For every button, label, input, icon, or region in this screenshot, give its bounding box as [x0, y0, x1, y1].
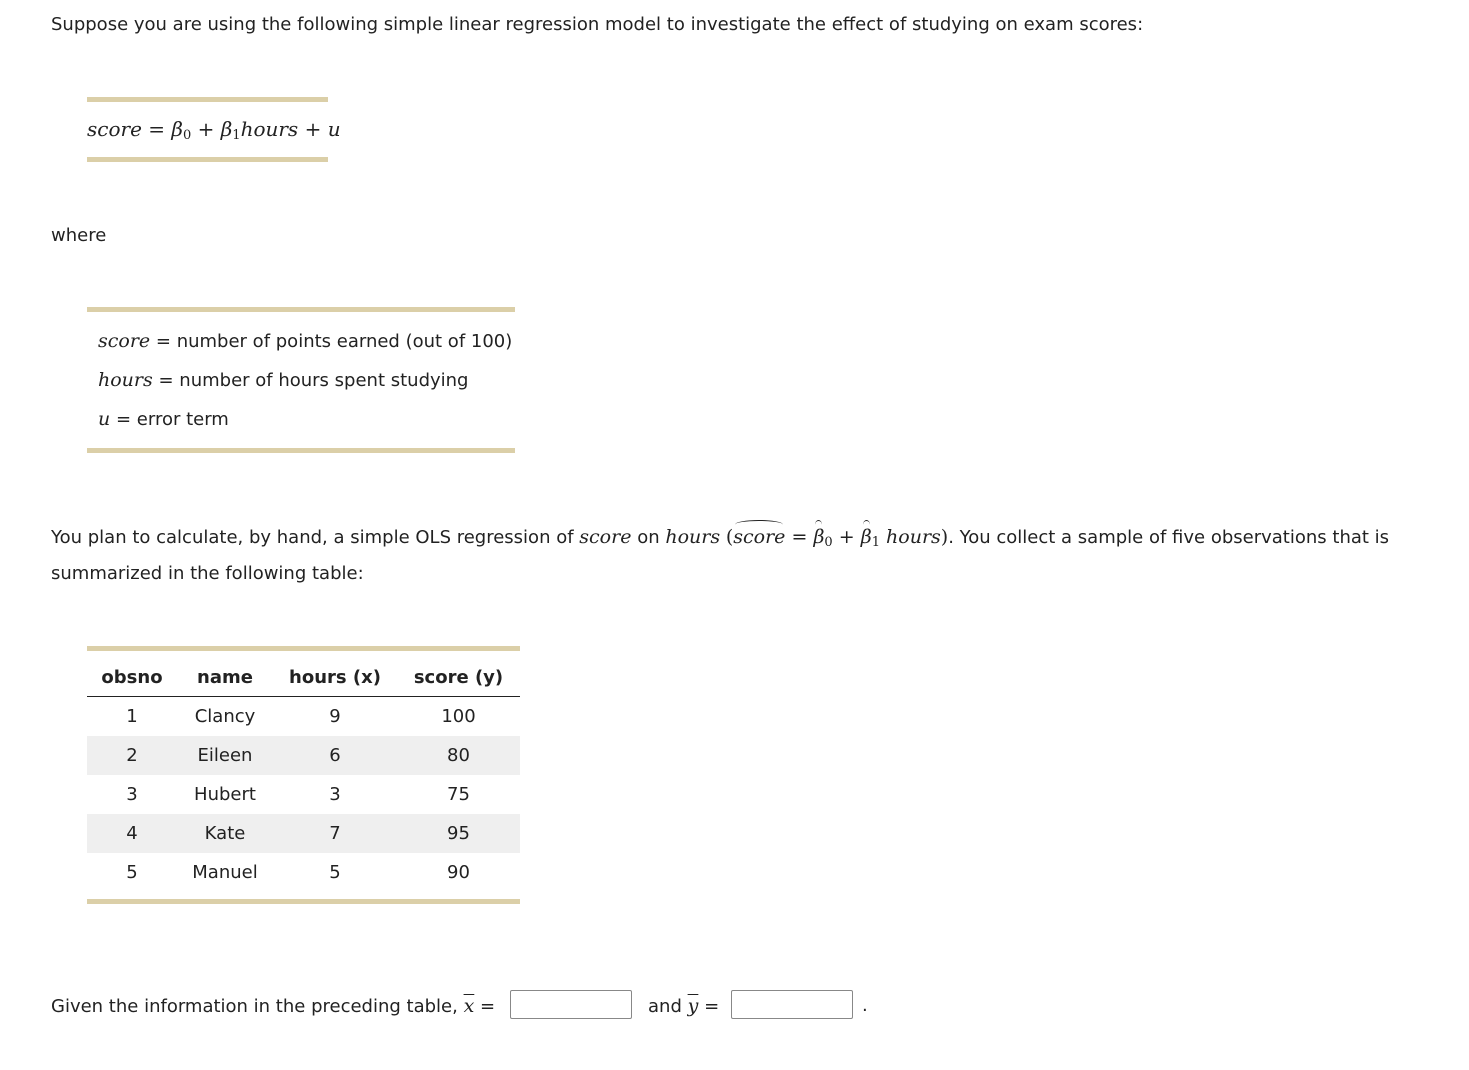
observations-table [87, 658, 520, 892]
cell-name: Hubert [194, 784, 256, 805]
header-score: score (y) [397, 658, 520, 697]
table-row [87, 697, 520, 737]
model-plus1: + [197, 117, 215, 141]
xbar-eq-sign: = [480, 996, 496, 1017]
definition-score [98, 330, 512, 352]
ols-fitted-equation [726, 526, 948, 548]
definition-hours-var: hours [98, 369, 153, 391]
header-hours: hours (x) [273, 658, 397, 697]
question-period: . [862, 995, 868, 1016]
table-header-row [87, 658, 520, 697]
table-top-rule [87, 646, 520, 651]
table-bottom-rule [87, 899, 520, 904]
ols-text-part2: . You collect a sample of five observations that is [948, 527, 1390, 548]
definition-hours [98, 369, 468, 391]
table-row [87, 775, 520, 814]
model-beta0-sub: 0 [182, 128, 192, 143]
cell-hours: 3 [329, 784, 341, 805]
ols-text-part1: You plan to calculate, by hand, a simple OLS regression of [51, 527, 574, 548]
model-bottom-rule [87, 157, 328, 162]
cell-obsno: 4 [87, 814, 177, 853]
model-u: u [327, 117, 341, 141]
model-beta1-sub: 1 [232, 128, 241, 143]
cell-name: Clancy [194, 706, 256, 727]
definitions-top-rule [87, 307, 515, 312]
xbar-input[interactable] [510, 990, 632, 1019]
header-obsno: obsno [87, 658, 177, 697]
and-text: and [648, 996, 682, 1017]
observations-table-wrap [87, 658, 520, 892]
ols-var-hours: hours [665, 526, 721, 548]
model-beta1: β [220, 117, 233, 141]
question-and [648, 995, 719, 1017]
cell-score: 80 [397, 736, 520, 775]
ols-paragraph-line1 [51, 526, 1389, 550]
ols-close-paren: ) [940, 526, 949, 548]
model-plus2: + [304, 117, 322, 141]
cell-obsno: 3 [126, 784, 138, 805]
header-name: name [177, 658, 273, 697]
ols-open-paren: ( [725, 526, 734, 548]
cell-score: 75 [447, 784, 470, 805]
definition-hours-text: = number of hours spent studying [158, 370, 469, 391]
ols-beta1-sub: 1 [871, 535, 880, 550]
table-row [87, 853, 520, 892]
definition-u-var: u [98, 408, 111, 430]
cell-score: 95 [397, 814, 520, 853]
cell-hours: 6 [273, 736, 397, 775]
cell-name: Eileen [177, 736, 273, 775]
ols-beta0-sub: 0 [824, 535, 833, 550]
cell-obsno: 1 [126, 706, 138, 727]
definition-score-var: score [98, 330, 151, 352]
ybar-eq-sign: = [704, 996, 720, 1017]
ols-var-score: score [579, 526, 632, 548]
ybar-symbol: $\overline{y}$ [687, 995, 699, 1017]
cell-score: 100 [441, 706, 476, 727]
intro-text: Suppose you are using the following simple linear regression model to investigate the effect of studying on exam scores: [51, 14, 1144, 35]
cell-hours: 7 [273, 814, 397, 853]
definitions-bottom-rule [87, 448, 515, 453]
cell-obsno: 2 [87, 736, 177, 775]
model-beta0: β [171, 117, 183, 141]
ols-paragraph-line2: summarized in the following table: [51, 563, 364, 584]
ols-beta1-hat: β [860, 526, 872, 548]
ols-score-hat: score [733, 526, 786, 548]
ols-beta0-hat: β [813, 526, 825, 548]
table-row [87, 736, 520, 775]
model-x: hours [240, 117, 299, 141]
definition-u [98, 408, 229, 430]
cell-score: 90 [447, 862, 470, 883]
ols-eq-sign: = [791, 526, 808, 548]
table-row [87, 814, 520, 853]
definition-u-text: = error term [115, 409, 229, 430]
ols-hours: hours [886, 526, 941, 548]
model-equation [87, 117, 341, 143]
where-label: where [51, 225, 107, 246]
xbar-symbol: $\overline{x}$ [463, 995, 475, 1017]
cell-name: Kate [177, 814, 273, 853]
ybar-input[interactable] [731, 990, 853, 1019]
cell-name: Manuel [192, 862, 258, 883]
definition-score-text: = number of points earned (out of 100) [155, 331, 513, 352]
cell-hours: 9 [329, 706, 341, 727]
model-eq-sign: = [148, 117, 166, 141]
cell-hours: 5 [329, 862, 341, 883]
question-prefix [51, 995, 495, 1017]
cell-obsno: 5 [126, 862, 138, 883]
model-lhs: score [87, 117, 142, 141]
model-top-rule [87, 97, 328, 102]
ols-text-on: on [637, 527, 660, 548]
ols-plus: + [838, 526, 855, 548]
question-prefix-text: Given the information in the preceding table, [51, 996, 458, 1017]
